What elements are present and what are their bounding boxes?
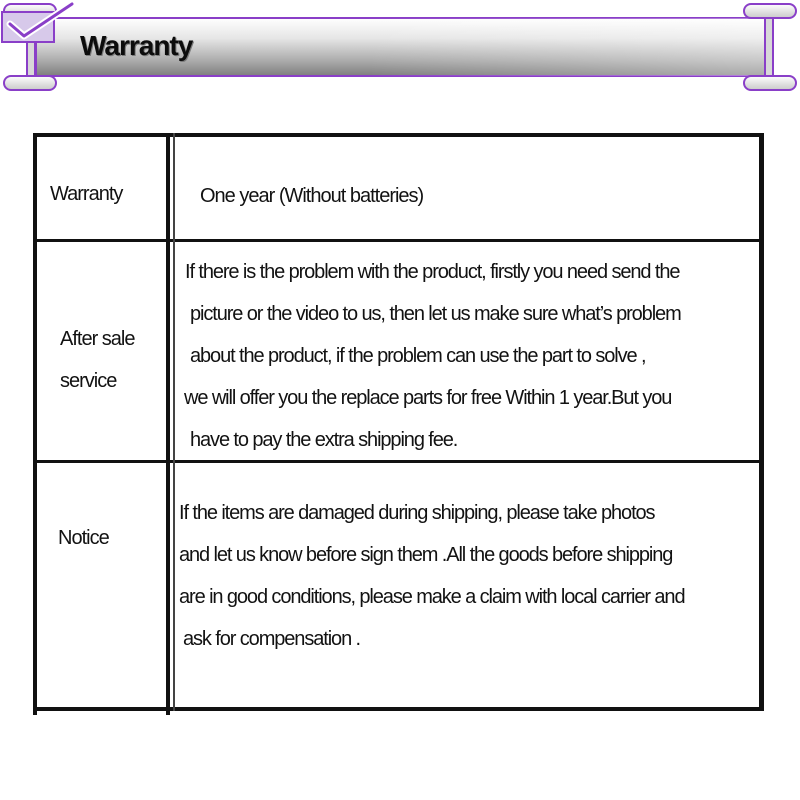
after-sale-text-line1: If there is the problem with the product, firstly you need send the (185, 261, 680, 283)
notice-text-line4: ask for compensation . (183, 628, 361, 650)
banner-title: Warranty (80, 30, 193, 61)
table-border-bottom (33, 707, 764, 711)
row-label-after-sale-line2: service (60, 370, 117, 392)
table-border-right (759, 133, 764, 711)
warranty-table (33, 133, 764, 713)
notice-text-line1: If the items are damaged during shipping, please take photos (179, 502, 655, 524)
after-sale-text-line2: picture or the video to us, then let us make sure what’s problem (190, 303, 681, 325)
notice-text-line2: and let us know before sign them .All the goods before shipping (179, 544, 673, 566)
after-sale-text-line5: have to pay the extra shipping fee. (190, 429, 458, 451)
table-border-top (33, 133, 764, 137)
table-border-left (33, 133, 37, 715)
column-divider-inner (173, 133, 175, 711)
row-divider-1 (33, 239, 764, 242)
warranty-banner (0, 0, 800, 100)
after-sale-text-line4: we will offer you the replace parts for free Within 1 year.But you (184, 387, 672, 409)
row-label-warranty: Warranty (50, 183, 123, 205)
row-content-warranty: One year (Without batteries) (200, 185, 424, 207)
after-sale-text-line3: about the product, if the problem can use the part to solve , (190, 345, 646, 367)
row-label-notice: Notice (58, 527, 109, 549)
column-divider (166, 133, 170, 715)
notice-text-line3: are in good conditions, please make a claim with local carrier and (179, 586, 685, 608)
row-label-after-sale-line1: After sale (60, 328, 135, 350)
row-divider-2 (33, 460, 764, 463)
checkmark-box-icon (0, 0, 76, 46)
